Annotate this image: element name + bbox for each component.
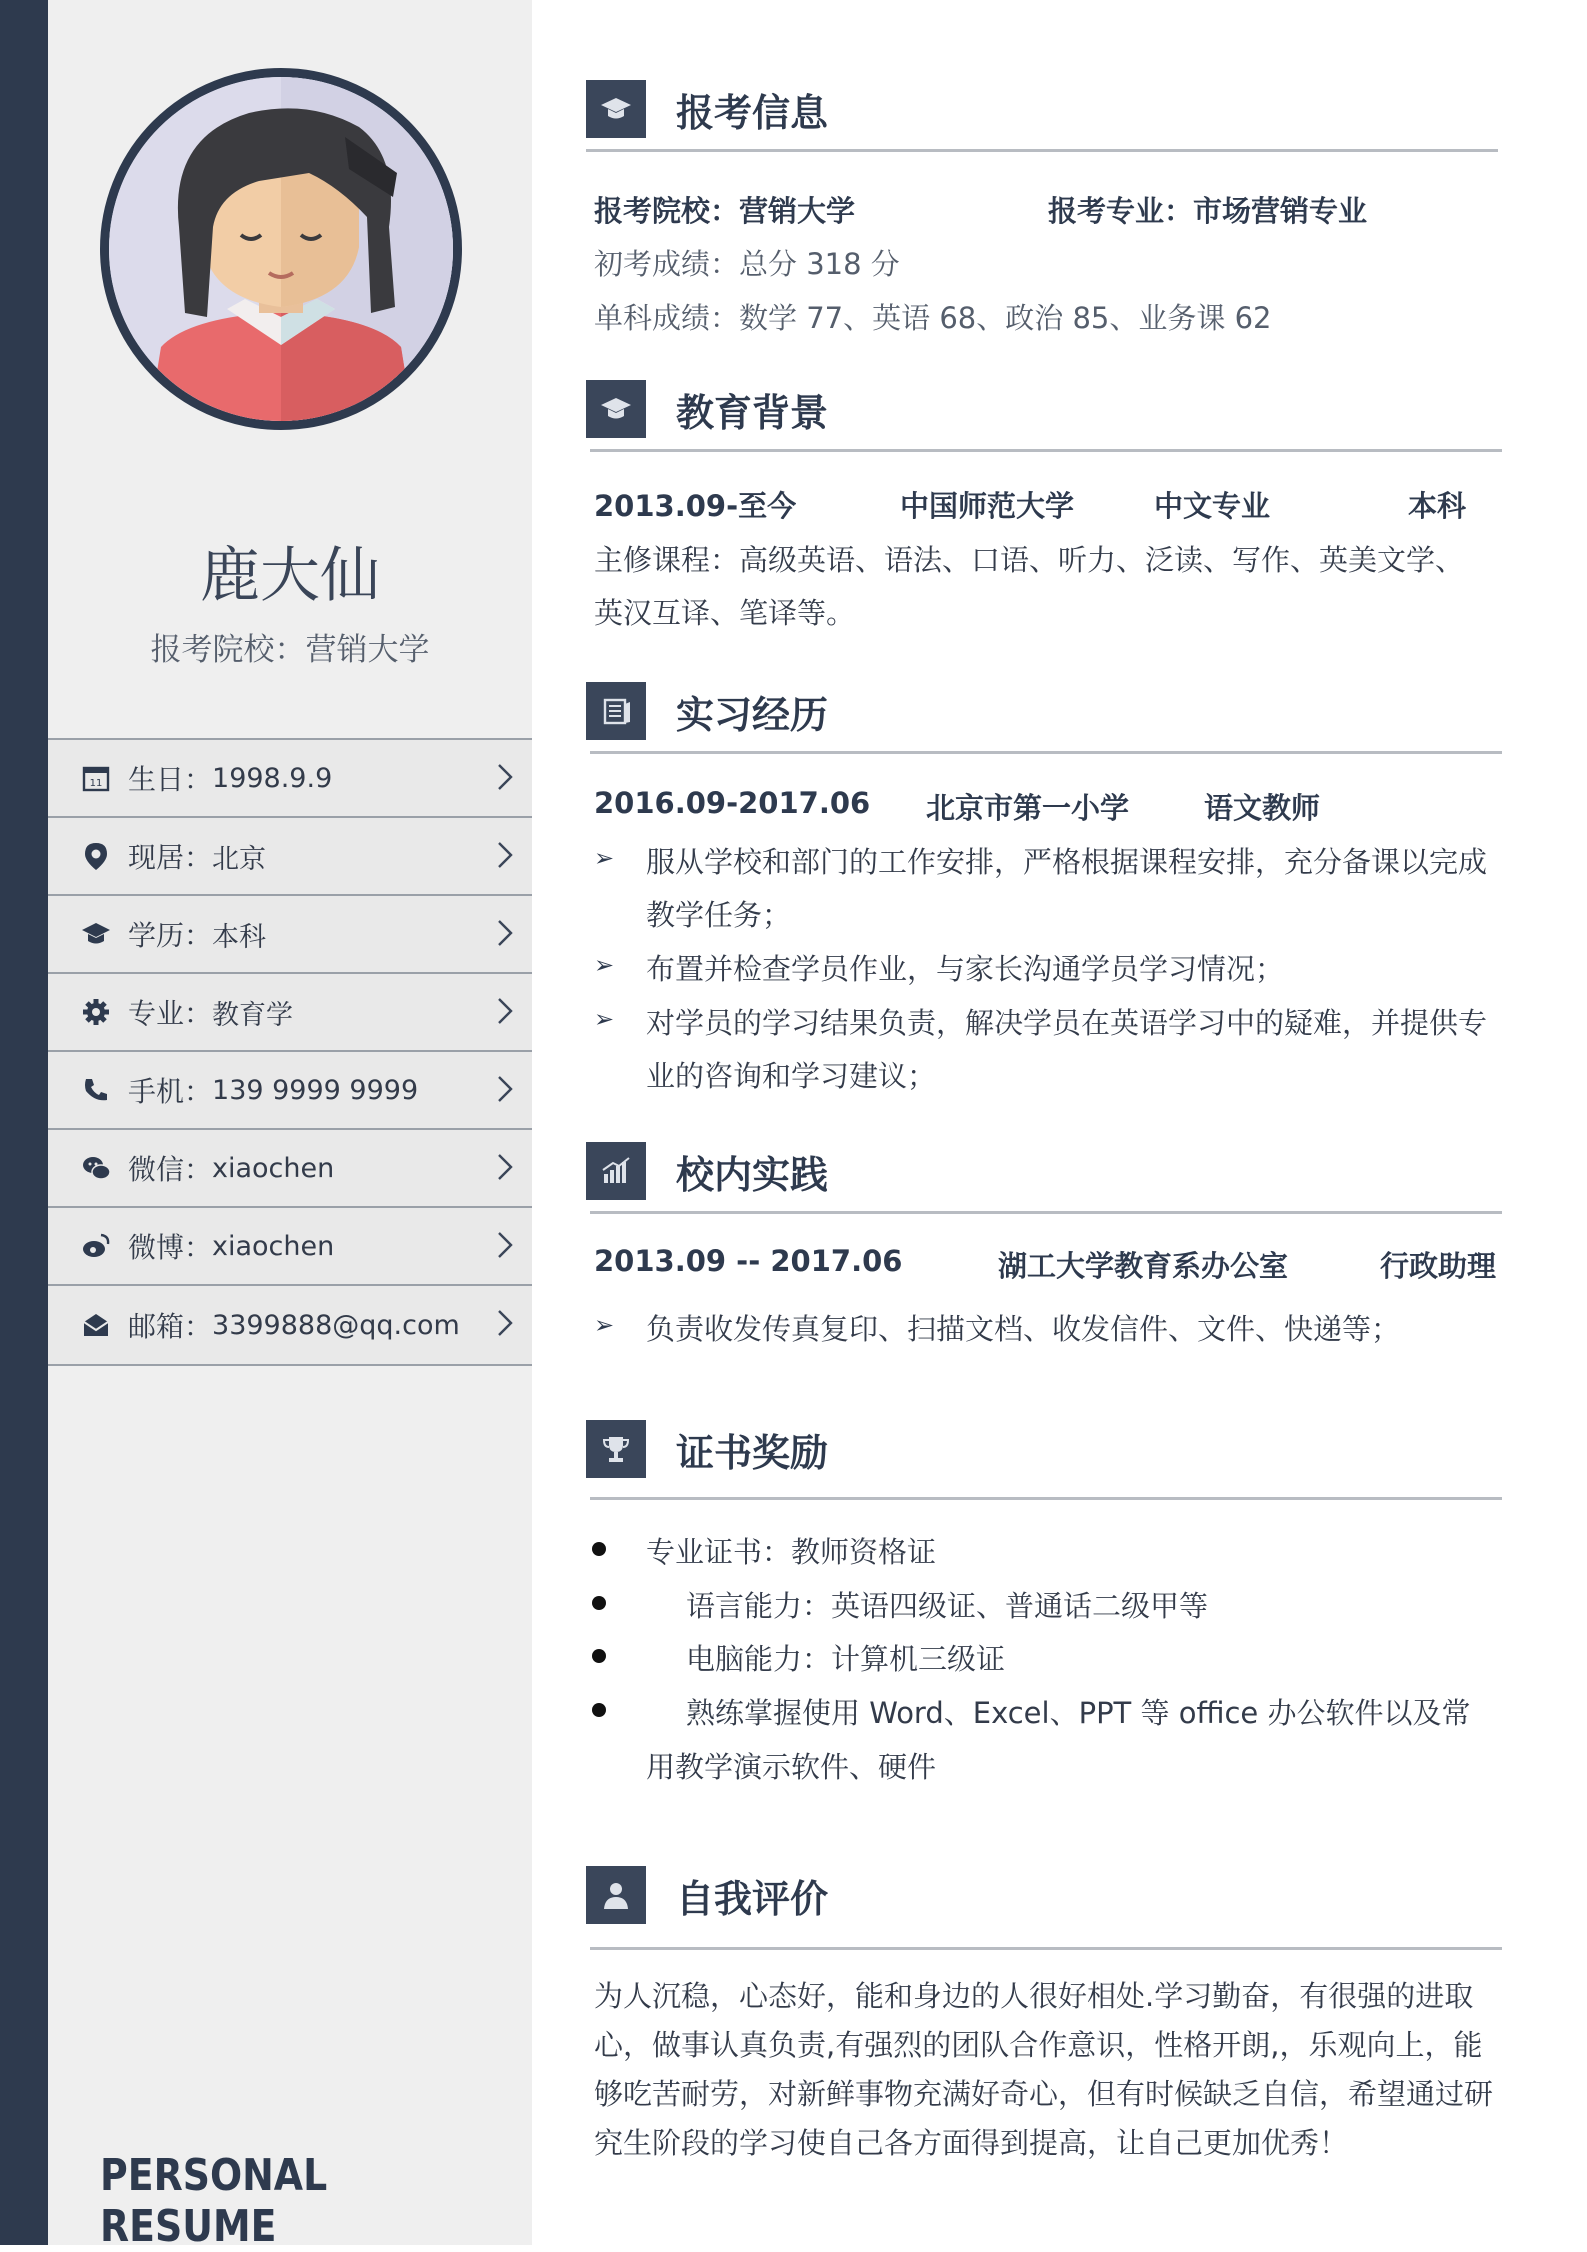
info-row-wechat[interactable] (48, 1128, 532, 1206)
section-title: 教育背景 (676, 390, 829, 435)
chevron-right-icon (496, 1308, 514, 1338)
intern-duty-3: 对学员的学习结果负责，解决学员在英语学习中的疑难，并提供专 (646, 1006, 1488, 1040)
award-item-2: 语言能力：英语四级证、普通话二级甲等 (686, 1589, 1209, 1623)
intern-org: 北京市第一小学 (926, 791, 1130, 825)
arrow-bullet-icon: ➢ (594, 844, 615, 872)
section-divider (590, 1211, 1502, 1214)
campus-period: 2013.09 -- 2017.06 (594, 1244, 903, 1278)
info-label: 手机： (128, 1075, 213, 1108)
self-evaluation-text: 为人沉稳，心态好，能和身边的人很好相处.学习勤奋，有很强的进取心，做事认真负责,有强烈的团队合作意识，性格开朗,，乐观向上，能够吃苦耐劳，对新鲜事物充满好奇心，但有时候缺乏自信，希望通过研究生阶段的学习使自己各方面得到提高，让自己更加优秀！ (594, 1979, 1494, 2160)
section-header-self-evaluation (586, 1866, 828, 1924)
bullet-dot-icon (592, 1649, 606, 1663)
info-value: xiaochen (212, 1152, 335, 1184)
intern-period: 2016.09-2017.06 (594, 786, 871, 820)
intern-role: 语文教师 (1204, 791, 1321, 825)
info-row-major[interactable] (48, 972, 532, 1050)
section-title: 校内实践 (676, 1152, 829, 1197)
bullet-dot-icon (592, 1703, 606, 1717)
section-header-internship (586, 682, 828, 740)
sidebar (48, 0, 532, 2252)
edu-degree: 本科 (1408, 489, 1467, 523)
exam-initial-score: 初考成绩：总分 318 分 (594, 247, 900, 281)
info-value: 139 9999 9999 (212, 1074, 419, 1106)
edu-courses-cont: 英汉互译、笔译等。 (594, 596, 856, 630)
person-icon (586, 1866, 646, 1924)
section-header-exam (586, 80, 828, 138)
notebook-icon (586, 682, 646, 740)
info-row-birthday[interactable] (48, 738, 532, 816)
section-divider (590, 449, 1502, 452)
info-label: 生日： (128, 763, 213, 796)
info-label: 邮箱： (128, 1310, 213, 1343)
edu-courses: 主修课程：高级英语、语法、口语、听力、泛读、写作、英美文学、 (594, 543, 1465, 577)
brand-footer: PERSONAL RESUME (100, 2150, 328, 2252)
personal-info-list (48, 738, 532, 1366)
section-divider (590, 1947, 1502, 1950)
info-value: 北京 (212, 843, 267, 875)
section-title: 实习经历 (676, 692, 829, 737)
section-title: 自我评价 (676, 1876, 829, 1921)
chevron-right-icon (496, 1230, 514, 1260)
section-header-awards (586, 1420, 828, 1478)
avatar-illustration (109, 77, 453, 421)
chevron-right-icon (496, 918, 514, 948)
trophy-icon (586, 1420, 646, 1478)
edu-school: 中国师范大学 (900, 489, 1075, 523)
arrow-bullet-icon: ➢ (594, 951, 615, 979)
campus-org: 湖工大学教育系办公室 (998, 1249, 1289, 1283)
candidate-target-school: 报考院校：营销大学 (150, 632, 430, 668)
graduation-cap-icon (586, 80, 646, 138)
campus-role: 行政助理 (1380, 1249, 1497, 1283)
info-value: xiaochen (212, 1230, 335, 1262)
exam-major: 报考专业：市场营销专业 (1048, 194, 1368, 228)
info-row-phone[interactable] (48, 1050, 532, 1128)
info-row-residence[interactable] (48, 816, 532, 894)
chevron-right-icon (496, 840, 514, 870)
bullet-dot-icon (592, 1596, 606, 1610)
calendar-icon (78, 760, 114, 796)
info-label: 现居： (128, 841, 213, 874)
gear-icon (78, 994, 114, 1030)
award-item-4: 熟练掌握使用 Word、Excel、PPT 等 office 办公软件以及常 (686, 1696, 1471, 1730)
section-divider (586, 149, 1498, 152)
section-title: 报考信息 (676, 90, 829, 135)
info-row-email[interactable] (48, 1284, 532, 1366)
chevron-right-icon (496, 762, 514, 792)
section-divider (590, 751, 1502, 754)
exam-single-scores: 单科成绩：数学 77、英语 68、政治 85、业务课 62 (594, 301, 1272, 335)
svg-text:11: 11 (89, 778, 103, 789)
wechat-icon (78, 1150, 114, 1186)
phone-icon (78, 1072, 114, 1108)
arrow-bullet-icon: ➢ (594, 1005, 615, 1033)
exam-school: 报考院校：营销大学 (594, 194, 856, 228)
mail-icon (78, 1307, 114, 1343)
arrow-bullet-icon: ➢ (594, 1311, 615, 1339)
chevron-right-icon (496, 996, 514, 1026)
left-accent-strip (0, 0, 48, 2245)
award-item-4-cont: 用教学演示软件、硬件 (646, 1750, 937, 1784)
award-item-1: 专业证书：教师资格证 (646, 1535, 937, 1569)
intern-duty-2: 布置并检查学员作业，与家长沟通学员学习情况； (646, 952, 1285, 986)
weibo-icon (78, 1228, 114, 1264)
info-row-education[interactable] (48, 894, 532, 972)
info-label: 专业： (128, 997, 213, 1030)
section-header-campus (586, 1142, 828, 1200)
location-pin-icon (78, 838, 114, 874)
campus-duty-1: 负责收发传真复印、扫描文档、收发信件、文件、快递等； (646, 1312, 1401, 1346)
info-row-weibo[interactable] (48, 1206, 532, 1284)
bullet-dot-icon (592, 1542, 606, 1556)
info-value: 教育学 (212, 999, 294, 1031)
candidate-name: 鹿大仙 (200, 541, 380, 611)
chevron-right-icon (496, 1074, 514, 1104)
intern-duty-1-cont: 教学任务； (646, 898, 792, 932)
bar-chart-icon (586, 1142, 646, 1200)
info-label: 微博： (128, 1231, 213, 1264)
graduation-cap-icon (586, 380, 646, 438)
graduation-cap-icon (78, 916, 114, 952)
award-item-3: 电脑能力：计算机三级证 (686, 1642, 1006, 1676)
intern-duty-3-cont: 业的咨询和学习建议； (646, 1059, 937, 1093)
intern-duty-1: 服从学校和部门的工作安排，严格根据课程安排，充分备课以完成 (646, 845, 1488, 879)
edu-major: 中文专业 (1154, 489, 1271, 523)
info-label: 微信： (128, 1153, 213, 1186)
edu-period: 2013.09-至今 (594, 489, 797, 523)
section-divider (590, 1497, 1502, 1500)
info-value: 本科 (212, 921, 267, 953)
info-value: 1998.9.9 (212, 762, 333, 794)
section-header-education (586, 380, 828, 438)
info-value: 3399888@qq.com (212, 1309, 460, 1341)
avatar (100, 68, 462, 430)
info-label: 学历： (128, 919, 213, 952)
chevron-right-icon (496, 1152, 514, 1182)
section-title: 证书奖励 (676, 1430, 829, 1475)
